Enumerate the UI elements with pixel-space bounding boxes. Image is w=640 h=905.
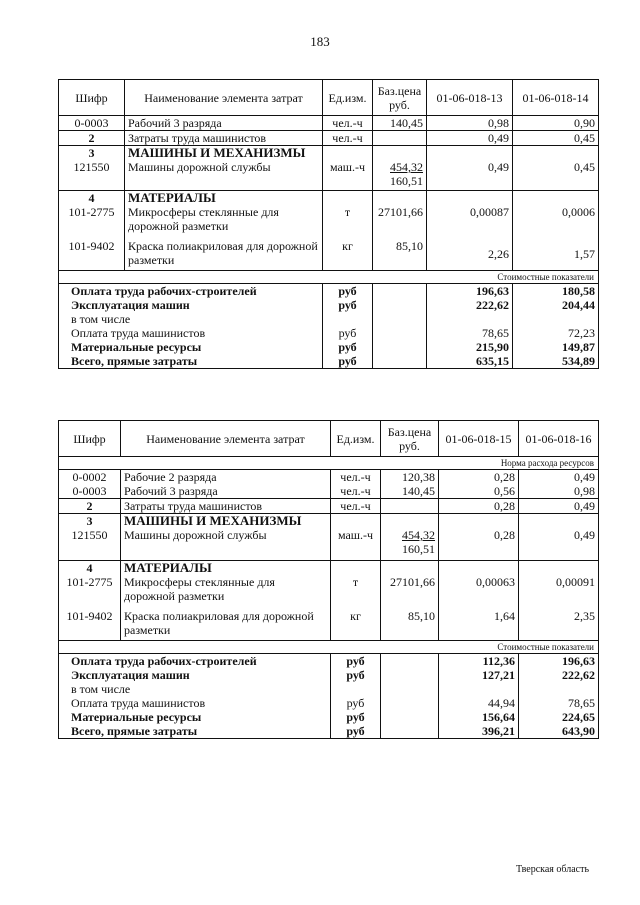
table-row [59,484,599,499]
table-row [59,131,599,146]
summary-value-1: 156,64 [439,710,519,724]
section-operators [59,131,599,146]
row-price: 140,45 [373,116,427,131]
row-name: Рабочие 2 разряда [121,470,331,485]
row-price: 140,45 [381,484,439,499]
summary-value-2: 149,87 [513,340,599,354]
table-row [59,528,599,560]
summary-row [59,696,599,710]
summary-unit: руб [331,724,381,739]
section-machines [59,514,599,561]
summary-unit: руб [331,654,381,669]
section-labor [59,470,599,499]
resource-norm-note: Норма расхода ресурсов [59,457,599,470]
row-unit: чел.-ч [331,499,381,514]
summary-row [59,340,599,354]
summary-label: Всего, прямые затраты [59,724,331,739]
row-price: 120,38 [381,470,439,485]
table-row [59,499,599,514]
row-price-operator: 160,51 [390,174,423,188]
table-row [59,609,599,641]
row-code: 101-9402 [59,609,121,641]
footer-region: Тверская область [516,864,590,875]
cost-indicators-note-row [59,641,599,654]
col-header-rate-2: 01-06-018-14 [513,80,599,116]
col-header-code: Шифр [59,421,121,457]
summary-sublabel: в том числе [71,312,131,326]
summary-value-2: 534,89 [513,354,599,369]
page-number: 183 [310,34,330,49]
row-unit: кг [331,609,381,641]
row-price [373,131,427,146]
summary-value-2: 643,90 [519,724,599,739]
table-row [59,575,599,609]
row-name: Затраты труда машинистов [121,499,331,514]
summary-value-2: 180,58 [513,284,599,299]
summary-value-1: 396,21 [439,724,519,739]
summary-value-2: 224,65 [519,710,599,724]
section-summary [59,654,599,739]
row-value-2: 0,00091 [519,575,599,609]
row-unit: т [323,205,373,239]
summary-label: Оплата труда машинистов [59,326,323,340]
summary-sublabel: в том числе [71,682,131,696]
summary-row [59,354,599,369]
col-header-unit: Ед.изм. [331,421,381,457]
row-unit: т [331,575,381,609]
summary-value-1: 44,94 [439,696,519,710]
summary-unit: руб [331,696,381,710]
section-title: МАТЕРИАЛЫ [121,560,331,575]
row-code: 121550 [59,160,125,190]
section-heading-row [59,560,599,575]
row-price-operator: 160,51 [402,542,435,556]
summary-label: Эксплуатация машин [71,668,190,682]
summary-label: Эксплуатация машин [71,298,190,312]
summary-value-2: 72,23 [513,326,599,340]
row-value-1: 0,00063 [439,575,519,609]
summary-label: Материальные ресурсы [59,340,323,354]
summary-label: Оплата труда рабочих-строителей [59,654,331,669]
row-value-1: 2,26 [427,239,513,271]
col-header-rate-1: 01-06-018-15 [439,421,519,457]
summary-value-2: 196,63 [519,654,599,669]
summary-label: Материальные ресурсы [59,710,331,724]
cost-indicators-note-row [59,271,599,284]
summary-value-1: 196,63 [427,284,513,299]
table-row [59,239,599,271]
col-header-unit: Ед.изм. [323,80,373,116]
row-unit: чел.-ч [323,116,373,131]
row-code: 101-9402 [59,239,125,271]
table-row [59,470,599,485]
summary-value-1: 127,21 [439,668,519,696]
cost-indicators-note: Стоимостные показатели [59,641,599,654]
row-price: 27101,66 [381,575,439,609]
summary-unit: руб [331,710,381,724]
section-machines [59,146,599,191]
row-code: 121550 [59,528,121,560]
table-header-row [59,421,599,457]
row-price: 85,10 [373,239,427,271]
row-unit: кг [323,239,373,271]
row-code: 101-2775 [59,575,121,609]
summary-row [59,668,599,696]
row-value-2: 0,45 [513,131,599,146]
row-value-1: 0,56 [439,484,519,499]
col-header-price: Баз.цена руб. [381,421,439,457]
summary-value-1: 78,65 [427,326,513,340]
row-name: Краска полиакриловая для дорожной разметки [121,609,331,641]
row-value-1: 1,64 [439,609,519,641]
row-name: Микросферы стеклянные для дорожной разметки [121,575,331,609]
section-heading-row [59,514,599,529]
row-value-1: 0,28 [439,528,519,560]
row-price: 454,32 [402,528,435,542]
col-header-price: Баз.цена руб. [373,80,427,116]
row-unit: чел.-ч [323,131,373,146]
section-labor [59,116,599,131]
summary-row [59,298,599,326]
row-value-2: 0,45 [513,160,599,190]
table-row [59,116,599,131]
summary-row [59,710,599,724]
row-name: Машины дорожной службы [121,528,331,560]
row-price [381,499,439,514]
summary-unit: руб [323,354,373,369]
row-name: Машины дорожной службы [125,160,323,190]
section-title: МАШИНЫ И МЕХАНИЗМЫ [121,514,331,529]
col-header-name: Наименование элемента затрат [125,80,323,116]
col-header-code: Шифр [59,80,125,116]
summary-unit: руб [323,298,373,326]
row-price: 454,32 [390,160,423,174]
section-heading-row [59,146,599,161]
row-value-2: 0,98 [519,484,599,499]
col-header-rate-2: 01-06-018-16 [519,421,599,457]
row-name: Рабочий 3 разряда [121,484,331,499]
row-value-1: 0,49 [427,131,513,146]
summary-row [59,326,599,340]
row-unit: чел.-ч [331,470,381,485]
row-value-2: 1,57 [513,239,599,271]
summary-value-2: 78,65 [519,696,599,710]
cost-table-2 [58,420,599,739]
row-value-1: 0,28 [439,499,519,514]
section-code: 3 [59,514,121,529]
section-code: 4 [59,560,121,575]
section-materials [59,190,599,271]
table-header-row [59,80,599,116]
section-title: МАШИНЫ И МЕХАНИЗМЫ [125,146,323,161]
summary-row [59,654,599,669]
summary-value-1: 112,36 [439,654,519,669]
row-name: Микросферы стеклянные для дорожной разметки [125,205,323,239]
summary-value-1: 635,15 [427,354,513,369]
summary-row [59,284,599,299]
section-code: 4 [59,190,125,205]
row-name: Затраты труда машинистов [125,131,323,146]
row-value-2: 0,49 [519,499,599,514]
section-title: МАТЕРИАЛЫ [125,190,323,205]
row-code: 101-2775 [59,205,125,239]
row-value-1: 0,28 [439,470,519,485]
summary-value-1: 215,90 [427,340,513,354]
row-code: 2 [59,131,125,146]
summary-unit: руб [323,326,373,340]
summary-label: Всего, прямые затраты [59,354,323,369]
row-unit: чел.-ч [331,484,381,499]
row-unit: маш.-ч [323,160,373,190]
row-value-2: 0,49 [519,528,599,560]
summary-unit: руб [323,284,373,299]
row-price: 85,10 [381,609,439,641]
section-code: 3 [59,146,125,161]
row-value-1: 0,49 [427,160,513,190]
summary-label: Оплата труда машинистов [59,696,331,710]
col-header-name: Наименование элемента затрат [121,421,331,457]
summary-row [59,724,599,739]
summary-unit: руб [331,668,381,696]
row-value-1: 0,00087 [427,205,513,239]
section-summary [59,284,599,369]
summary-unit: руб [323,340,373,354]
cost-indicators-note: Стоимостные показатели [59,271,599,284]
section-operators [59,499,599,514]
cost-table-1 [58,79,599,369]
row-value-2: 0,0006 [513,205,599,239]
section-materials [59,560,599,641]
table-row [59,160,599,190]
row-name: Краска полиакриловая для дорожной разметки [125,239,323,271]
row-code: 0-0003 [59,116,125,131]
summary-value-2: 222,62 [519,668,599,696]
row-value-2: 2,35 [519,609,599,641]
section-heading-row [59,190,599,205]
summary-value-1: 222,62 [427,298,513,326]
summary-value-2: 204,44 [513,298,599,326]
row-name: Рабочий 3 разряда [125,116,323,131]
row-value-2: 0,90 [513,116,599,131]
row-value-1: 0,98 [427,116,513,131]
row-code: 2 [59,499,121,514]
resource-norm-note-row [59,457,599,470]
row-unit: маш.-ч [331,528,381,560]
row-code: 0-0002 [59,470,121,485]
col-header-rate-1: 01-06-018-13 [427,80,513,116]
row-price: 27101,66 [373,205,427,239]
row-code: 0-0003 [59,484,121,499]
table-row [59,205,599,239]
summary-label: Оплата труда рабочих-строителей [59,284,323,299]
row-value-2: 0,49 [519,470,599,485]
